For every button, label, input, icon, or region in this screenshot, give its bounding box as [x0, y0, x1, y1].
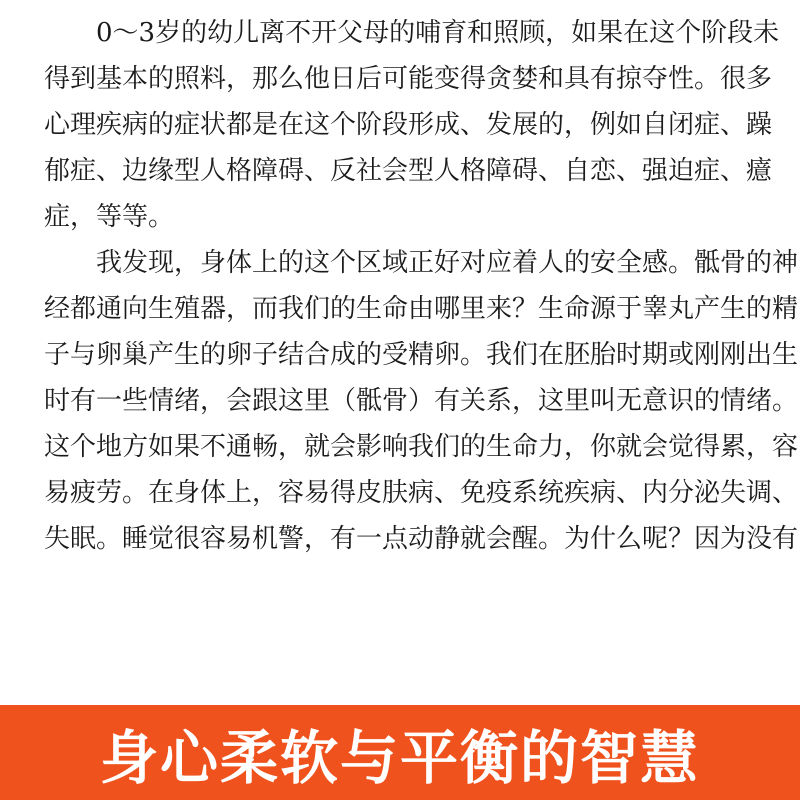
paragraph-1-line-1: 0～3岁的幼儿离不开父母的哺育和照顾，如果在这个阶段未	[96, 18, 780, 48]
paragraph-2-line-2: 经都通向生殖器，而我们的生命由哪里来？生命源于睾丸产生的精	[44, 294, 799, 324]
paragraph-1-line-2: 得到基本的照料，那么他日后可能变得贪婪和具有掠夺性。很多	[44, 64, 773, 94]
paragraph-2-line-6: 易疲劳。在身体上，容易得皮肤病、免疫系统疾病、内分泌失调、	[44, 478, 799, 508]
title-banner	[0, 705, 800, 800]
banner-title: 身心柔软与平衡的智慧	[99, 723, 700, 792]
paragraph-2-line-5: 这个地方如果不通畅，就会影响我们的生命力，你就会觉得累，容	[44, 432, 799, 462]
paragraph-2-line-7: 失眠。睡觉很容易机警，有一点动静就会醒。为什么呢？因为没有	[44, 524, 799, 554]
paragraph-1-line-4: 郁症、边缘型人格障碍、反社会型人格障碍、自恋、强迫症、癔	[44, 156, 773, 186]
paragraph-2-line-1: 我发现，身体上的这个区域正好对应着人的安全感。骶骨的神	[96, 248, 799, 278]
paragraph-2-line-4: 时有一些情绪，会跟这里（骶骨）有关系，这里叫无意识的情绪。	[44, 386, 799, 416]
paragraph-1-line-3: 心理疾病的症状都是在这个阶段形成、发展的，例如自闭症、躁	[44, 110, 773, 140]
text-body	[44, 10, 799, 562]
paragraph-1-line-5: 症，等等。	[44, 202, 175, 232]
paragraph-2-line-3: 子与卵巢产生的卵子结合成的受精卵。我们在胚胎时期或刚刚出生	[44, 340, 799, 370]
